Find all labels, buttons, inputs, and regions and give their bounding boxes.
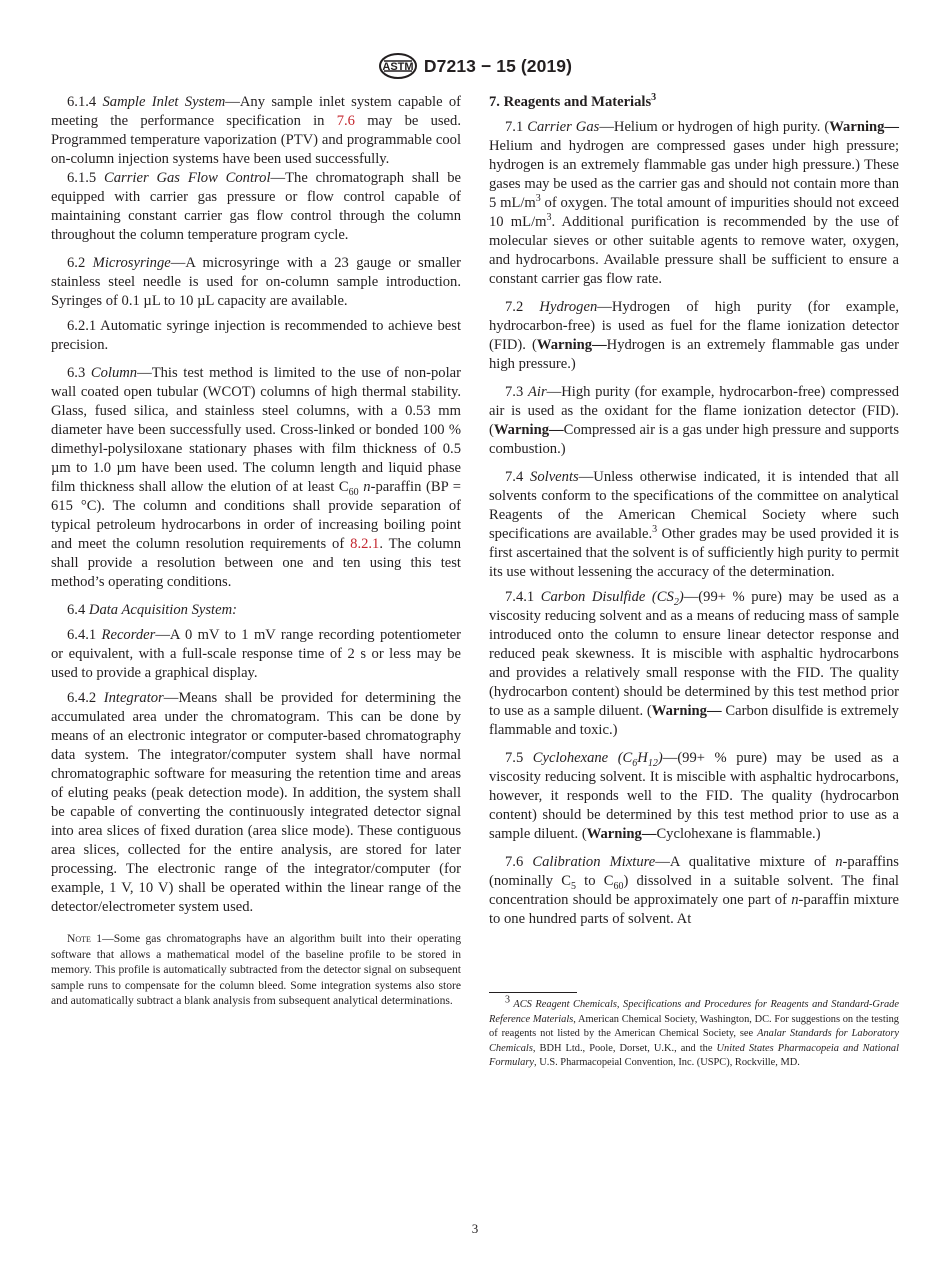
section-7-5: 7.5 Cyclohexane $(C_6H_{12})—(99+$ % pure) may be used as a viscosity reducing solvent. It is miscible with asphaltic hydrocarbons, however, it responds well to the FID. The quality (hydrocarbon content) should be determined by this test method prior to use as a sample diluent. (Warning—Cyclohexane is flammable.) — [489, 750, 899, 842]
document-designation: D7213 − 15 (2019) — [423, 55, 573, 76]
section-7-3: 7.3 Air—High purity (for example, hydrocarbon-free) compressed air is used as the oxidant for the flame ionization detector (FID). (Warning—Compressed air is a gas under high pressure and supports combustion.) — [489, 384, 899, 457]
section-6-4-1: 6.4.1 Recorder—A 0 mV to 1 mV range recording potentiometer or equivalent, with a full-scale response time of 2 s or less may be used to provide a graphical display. — [51, 627, 461, 681]
section-7-4-1: 7.4.1 Carbon Disulfide $(CS_2)—(99+$ % pure) may be used as a viscosity reducing solvent and as a means of reducing mass of sample introduced onto the column to ensure linear detector response and reduced peak skewness. It is miscible with asphaltic hydrocarbons and provides a relatively small response with the FID. The quality (hydrocarbon content) should be determined by this test method prior to use as a sample diluent. (Warning— Carbon disulfide is extremely flammable and toxic.) — [489, 589, 899, 738]
section-7-1: 7.1 Carrier Gas—Helium or hydrogen of high purity. (Warning—Helium and hydrogen are compressed gases under high pressure; hydrogen is an extremely flammable gas under high pressure.) These gases may be used as the carrier gas and should not contain more than 5 $mL/m^3$ of oxygen. The total amount of impurities should not exceed 10 $mL/m^3$. Additional purification is recommended by the use of molecular sieves or other suitable agents to remove water, oxygen, and hydrocarbons. Available pressure shall be sufficient to ensure a constant carrier gas flow rate. — [489, 119, 900, 287]
section-6-1-4: 6.1.4 Sample Inlet System—Any sample inlet system capable of meeting the performance specification in 7.6 may be used. Programmed temperature vaporization (PTV) and programmable cool on-column injection systems have been used successfully. — [51, 94, 461, 167]
section-7-heading: 7. Reagents and Materials$^3$ — [489, 92, 657, 110]
section-7-2: 7.2 Hydrogen—Hydrogen of high purity (for example, hydrocarbon-free) is used as fuel for the flame ionization detector (FID). (Warning—Hydrogen is an extremely flammable gas under high pressure.) — [489, 299, 899, 372]
section-6-1-5: 6.1.5 Carrier Gas Flow Control—The chromatograph shall be equipped with carrier gas pressure or flow control capable of maintaining constant carrier gas flow control through the column throughout the column temperature program cycle. — [51, 170, 461, 243]
section-7-6: 7.6 Calibration Mixture—A qualitative mixture of n-paraffins (nominally $C_5$ to $C_{60}$) dissolved in a suitable solvent. The final concentration should be approximately one part of n-paraffin mixture to one hundred parts of solvent. At — [489, 854, 899, 927]
astm-logo-icon — [378, 52, 418, 80]
footnote-rule — [489, 992, 577, 993]
ref-link-8-2-1[interactable]: 8.2.1 — [350, 536, 380, 552]
section-6-2: 6.2 Microsyringe—A microsyringe with a 23 gauge or smaller stainless steel needle is used for on-column sample introduction. Syringes of 0.1 µL to 10 µL capacity are available. — [51, 255, 461, 309]
section-6-2-1: 6.2.1 Automatic syringe injection is recommended to achieve best precision. — [51, 318, 461, 353]
right-column — [489, 93, 899, 929]
note-1: Note 1—Some gas chromatographs have an algorithm built into their operating software that allows a mathematical model of the baseline profile to be stored in memory. This profile is automatically subtracted from the detector signal on subsequent sample runs to compensate for the column bleed. Some integration systems also store and automatically subtract a blank analysis from subsequent analytical determinations. — [51, 932, 461, 1008]
section-6-4: 6.4 Data Acquisition System: — [67, 602, 237, 618]
footnote-3: $^3$ ACS Reagent Chemicals, Specifications and Procedures for Reagents and Standard-Grade Reference Materials, American Chemical Society, Washington, DC. For suggestions on the testing of reagents not listed by the American Chemical Society, see Analar Standards for Laboratory Chemicals, BDH Ltd., Poole, Dorset, U.K., and the United States Pharmacopeia and National Formulary, U.S. Pharmacopeial Convention, Inc. (USPC), Rockville, MD. — [489, 994, 899, 1068]
ref-link-7-6[interactable]: 7.6 — [336, 113, 355, 129]
page-header — [0, 52, 950, 85]
left-column — [51, 93, 461, 1009]
section-6-4-2: 6.4.2 Integrator—Means shall be provided for determining the accumulated area under the chromatogram. This can be done by means of an electronic integrator or computer-based chromatography data system. The integrator/computer system shall have normal chromatographic software for measuring the retention time and areas of eluting peaks (peak detection mode). In addition, the system shall be capable of converting the continuously integrated detector signal into area slices of fixed duration (area slice mode). These contiguous area slices, collected for the entire analysis, are stored for later processing. The electronic range of the integrator/computer (for example, 1 V, 10 V) shall be operated within the linear range of the detector/electrometer system used. — [51, 690, 462, 915]
section-7-4: 7.4 Solvents—Unless otherwise indicated, it is intended that all solvents conform to the specifications of the committee on analytical Reagents of the American Chemical Society where such specifications are available.$^3$ Other grades may be used provided it is first ascertained that the solvent is of sufficiently high purity to permit its use without lessening the accuracy of the determination. — [489, 469, 899, 580]
section-6-3: 6.3 Column—This test method is limited to the use of non-polar wall coated open tubular (WCOT) columns of high thermal stability. Glass, fused silica, and stainless steel columns, with a 0.53 mm diameter have been successfully used. Cross-linked or bonded 100 % dimethyl-polysiloxane stationary phases with film thickness of 0.5 µm to 1.0 µm have been used. The column length and liquid phase film thickness shall allow the elution of at least $C_{60}$ n-paraffin (BP = 615 °C). The column and conditions shall provide separation of typical petroleum hydrocarbons in order of increasing boiling point and meet the column resolution requirements of 8.2.1. The column shall provide a resolution between one and ten using this test method’s operating conditions. — [51, 365, 462, 590]
svg-text:ASTM: ASTM — [382, 61, 414, 73]
footnotes — [489, 992, 899, 1071]
page-number: 3 — [471, 1221, 479, 1236]
